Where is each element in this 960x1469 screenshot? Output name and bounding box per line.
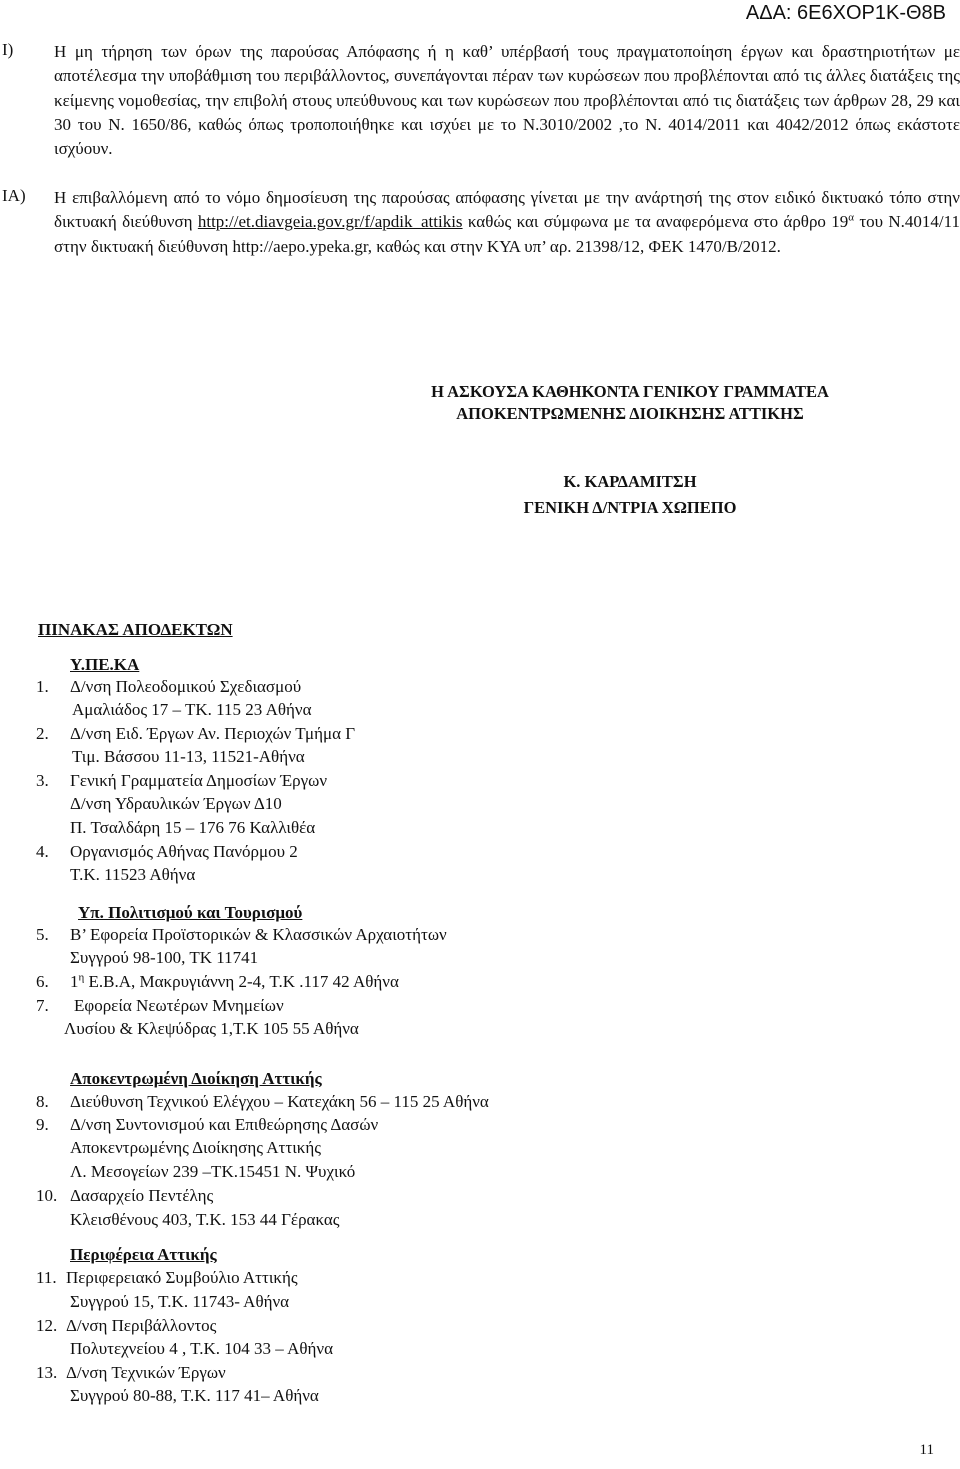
paragraph-marker: Ι)	[2, 40, 14, 59]
list-address: Συγγρού 80-88, Τ.Κ. 117 41– Αθήνα	[70, 1386, 319, 1405]
list-address: Π. Τσαλδάρη 15 – 176 76 Καλλιθέα	[70, 818, 316, 837]
list-text: Β’ Εφορεία Προϊστορικών & Κλασσικών Αρχαιοτήτων	[70, 925, 447, 944]
list-address: Αμαλιάδος 17 – ΤΚ. 115 23 Αθήνα	[72, 700, 312, 719]
list-number: 8.	[36, 1092, 49, 1111]
signatory-title: ΓΕΝΙΚΗ Δ/ΝΤΡΙΑ ΧΩΠΕΠΟ	[523, 498, 737, 517]
list-number: 6.	[36, 972, 49, 991]
paragraph-marker: ΙΑ)	[2, 186, 26, 205]
list-text: Ε.Β.Α, Μακρυγιάννη 2-4, Τ.Κ .117 42 Αθήνα	[84, 972, 399, 991]
list-number: 4.	[36, 842, 49, 861]
list-text: Δασαρχείο Πεντέλης	[70, 1186, 214, 1205]
list-number: 3.	[36, 771, 49, 790]
paragraph-ia	[0, 186, 960, 259]
list-number: 1.	[36, 677, 49, 696]
list-number: 5.	[36, 925, 49, 944]
group-heading-ypeka: Υ.ΠΕ.ΚΑ	[70, 655, 140, 674]
superscript: α	[848, 211, 855, 224]
paragraph-text	[54, 186, 960, 259]
list-text: Δ/νση Ειδ. Έργων Αν. Περιοχών Τμήμα Γ	[70, 724, 356, 743]
list-text: Δ/νση Τεχνικών Έργων	[66, 1363, 226, 1382]
list-address: Τιμ. Βάσσου 11-13, 11521-Αθήνα	[72, 747, 305, 766]
list-number: 11.	[36, 1268, 57, 1287]
superscript: η	[78, 971, 85, 984]
page-number: 11	[919, 1442, 934, 1458]
list-address: Λ. Μεσογείων 239 –ΤΚ.15451 Ν. Ψυχικό	[70, 1162, 356, 1181]
list-number: 10.	[36, 1186, 58, 1205]
list-address: Τ.Κ. 11523 Αθήνα	[70, 865, 196, 884]
list-text: Δ/νση Περιβάλλοντος	[66, 1316, 217, 1335]
list-number: 2.	[36, 724, 49, 743]
text-part: καθώς και σύμφωνα με τα αναφερόμενα στο άρθρο 19	[462, 212, 849, 232]
paragraph-i	[0, 40, 960, 161]
text-part: Η επιβαλλόμενη από το νόμο δημοσίευση της παρούσας απόφασης γίνεται με την ανάρτησή της στον ειδικό δικτυακό τόπο στην δικτυακή διεύθυνση	[54, 188, 960, 232]
list-address: Δ/νση Υδραυλικών Έργων Δ10	[70, 794, 282, 813]
list-number: 7.	[36, 996, 49, 1015]
list-address: Λυσίου & Κλεψύδρας 1,Τ.Κ 105 55 Αθήνα	[64, 1019, 359, 1038]
list-text: Γενική Γραμματεία Δημοσίων Έργων	[70, 771, 328, 790]
list-number: 9.	[36, 1115, 49, 1134]
list-text: Δ/νση Συντονισμού και Επιθεώρησης Δασών	[70, 1115, 379, 1134]
group-heading-decentralized: Αποκεντρωμένη Διοίκηση Αττικής	[70, 1069, 322, 1088]
list-number: 12.	[36, 1316, 58, 1335]
group-heading-region: Περιφέρεια Αττικής	[70, 1245, 217, 1264]
paragraph-text: Η μη τήρηση των όρων της παρούσας Απόφασης ή η καθ’ υπέρβασή τους πραγματοποίηση έργων και δραστηριοτήτων με αποτέλεσμα την υποβάθμιση του περιβάλλοντος, συνεπάγονται πέραν των κυρώσεων που προβλέπονται από τις άλλες διατάξεις της κείμενης νομοθεσίας, την επιβολή στους υπεύθυνους και των κυρώσεων που προβλέπονται από τις διατάξεις των άρθρων 28, 29 και 30 του Ν. 1650/86, καθώς όπως τροποποιήθηκε και ισχύει με το Ν.3010/2002 ,το Ν. 4014/2011 και 4042/2012 όπως εκάστοτε ισχύουν.	[54, 42, 960, 159]
list-text: Εφορεία Νεωτέρων Μνημείων	[74, 996, 284, 1015]
list-number: 13.	[36, 1363, 58, 1382]
list-address: Συγγρού 15, Τ.Κ. 11743- Αθήνα	[70, 1292, 290, 1311]
list-text: Διεύθυνση Τεχνικού Ελέγχου – Κατεχάκη 56 – 115 25 Αθήνα	[70, 1092, 489, 1111]
list-address: Συγγρού 98-100, ΤΚ 11741	[70, 948, 259, 967]
signatory-name: Κ. ΚΑΡΔΑΜΙΤΣΗ	[563, 472, 697, 491]
recipients-heading: ΠΙΝΑΚΑΣ ΑΠΟΔΕΚΤΩΝ	[38, 620, 233, 639]
list-text: Δ/νση Πολεοδομικού Σχεδιασμού	[70, 677, 302, 696]
text-part: του Ν.4014/11 στην δικτυακή διεύθυνση http://aepo.ypeka.gr, καθώς και στην ΚΥΑ υπ’ αρ. 21398/12, ΦΕΚ 1470/Β/2012.	[54, 212, 960, 256]
group-heading-culture: Υπ. Πολιτισμού και Τουρισμού	[78, 903, 303, 922]
signature-line-2: ΑΠΟΚΕΝΤΡΩΜΕΝΗΣ ΔΙΟΙΚΗΣΗΣ ΑΤΤΙΚΗΣ	[456, 404, 804, 423]
list-address: Πολυτεχνείου 4 , Τ.Κ. 104 33 – Αθήνα	[70, 1339, 334, 1358]
list-text: Περιφερειακό Συμβούλιο Αττικής	[66, 1268, 298, 1287]
list-text: 1	[70, 972, 79, 991]
signature-line-1: Η ΑΣΚΟΥΣΑ ΚΑΘΗΚΟΝΤΑ ΓΕΝΙΚΟΥ ΓΡΑΜΜΑΤΕΑ	[431, 382, 829, 401]
list-text: Οργανισμός Αθήνας Πανόρμου 2	[70, 842, 298, 861]
list-address: Κλεισθένους 403, Τ.Κ. 153 44 Γέρακας	[70, 1210, 340, 1229]
list-address: Αποκεντρωμένης Διοίκησης Αττικής	[70, 1138, 321, 1157]
ada-code: ΑΔΑ: 6Ε6ΧΟΡ1Κ-Θ8Β	[745, 2, 946, 24]
diavgeia-link[interactable]: http://et.diavgeia.gov.gr/f/apdik_attikis	[197, 212, 463, 232]
